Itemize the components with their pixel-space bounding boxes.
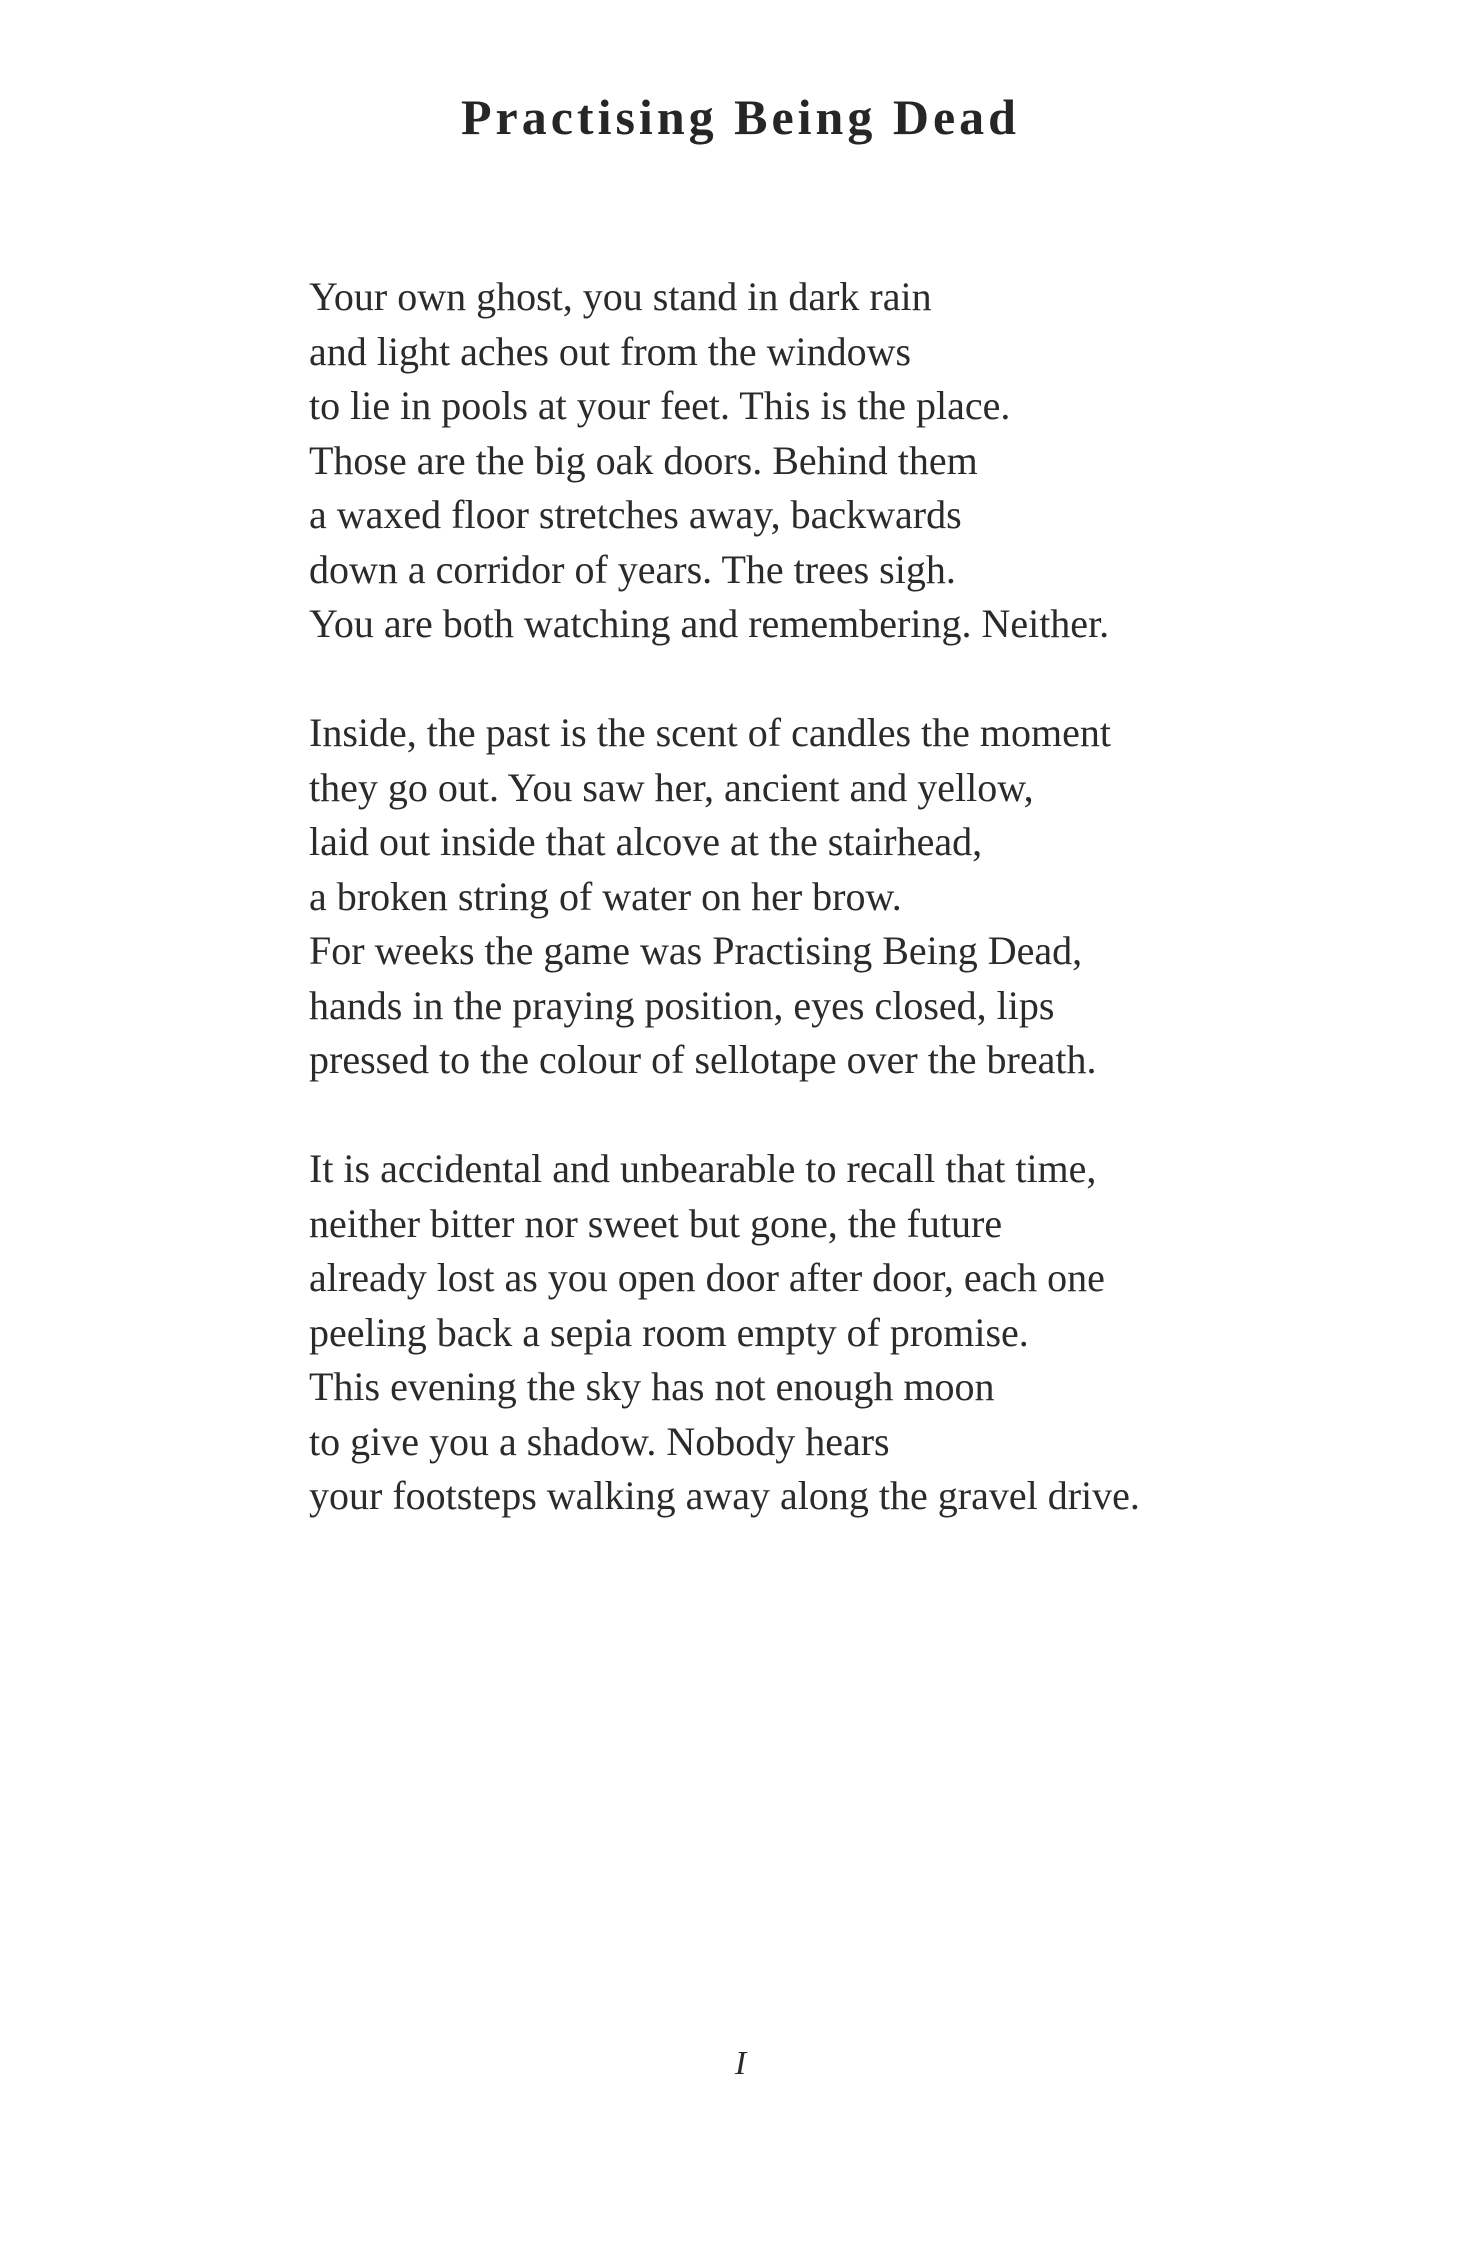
poem-line: a waxed floor stretches away, backwards (309, 492, 962, 537)
poem-line: peeling back a sepia room empty of promise. (309, 1309, 1029, 1355)
poem-line: pressed to the colour of sellotape over the breath. (309, 1037, 1097, 1082)
stanza-2 (309, 706, 1309, 1088)
poem-line: down a corridor of years. The trees sigh. (309, 546, 956, 592)
poem-line: This evening the sky has not enough moon (309, 1364, 995, 1409)
poem-line: Those are the big oak doors. Behind them (309, 437, 978, 483)
poem-line: to give you a shadow. Nobody hears (309, 1418, 890, 1464)
poem-line: For weeks the game was Practising Being Dead, (309, 928, 1083, 973)
poem-line: they go out. You saw her, ancient and yellow, (309, 764, 1034, 810)
poem-line: a broken string of water on her brow. (309, 873, 902, 919)
poem-line: hands in the praying position, eyes closed, lips (309, 982, 1055, 1028)
poem-line: and light aches out from the windows (309, 328, 912, 374)
poem-line: already lost as you open door after door, each one (309, 1255, 1105, 1300)
page-number: I (734, 2045, 747, 2082)
poem-line: Inside, the past is the scent of candles the moment (309, 710, 1112, 755)
poem-line: to lie in pools at your feet. This is the place. (309, 383, 1011, 428)
poem-body (309, 270, 1309, 1578)
poem-line: It is accidental and unbearable to recall that time, (309, 1146, 1097, 1191)
poem-line: your footsteps walking away along the gravel drive. (309, 1473, 1140, 1518)
poem-title: Practising Being Dead (461, 89, 1020, 145)
poem-line: neither bitter nor sweet but gone, the future (309, 1200, 1003, 1246)
stanza-3 (309, 1142, 1309, 1524)
stanza-1 (309, 270, 1309, 652)
poem-line: laid out inside that alcove at the stairhead, (309, 819, 983, 864)
poem-line: You are both watching and remembering. Neither. (309, 601, 1110, 646)
poem-line: Your own ghost, you stand in dark rain (309, 274, 932, 319)
